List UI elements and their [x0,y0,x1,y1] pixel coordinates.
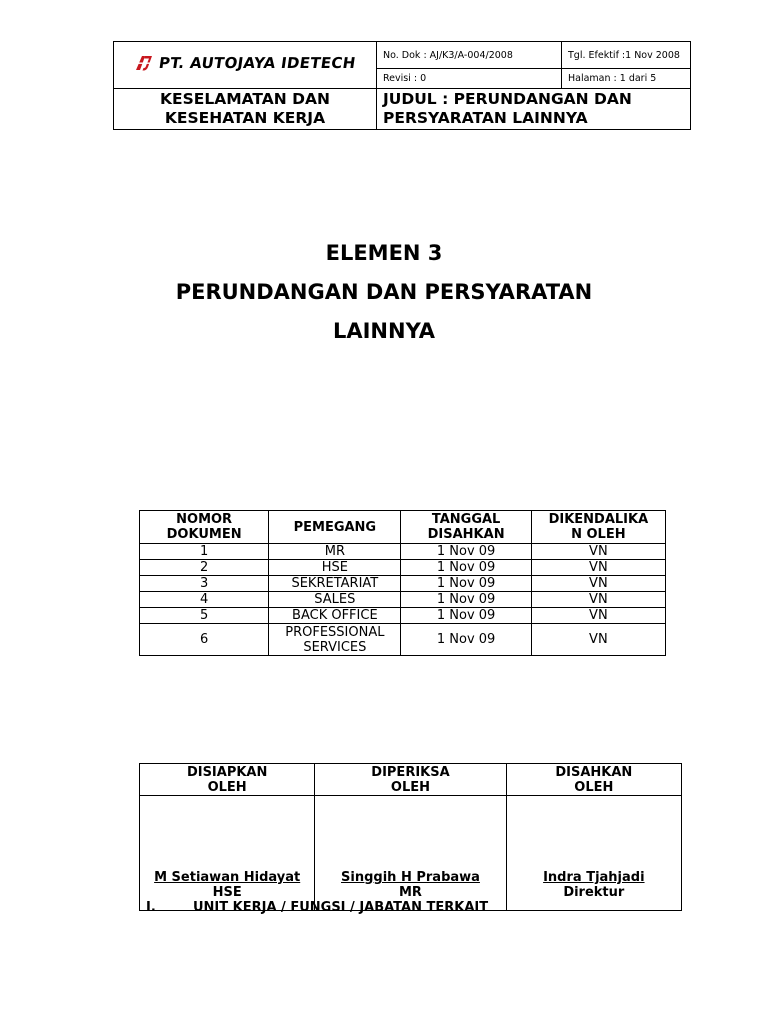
table-row [140,544,666,560]
header-text: DIPERIKSA [371,764,450,780]
cell-controlled-by: VN [531,544,665,560]
section-category-line2: KESEHATAN KERJA [164,109,326,127]
document-subject [377,89,691,130]
column-header-document-number [140,511,269,544]
table-row [140,592,666,608]
header-text: OLEH [207,779,247,795]
page-title-line2: PERUNDANGAN DAN PERSYARATAN [175,280,593,304]
header-text: DISIAPKAN [186,764,268,780]
cell-date: 1 Nov 09 [401,576,531,592]
header-text: OLEH [574,779,614,795]
document-subject-line1: JUDUL : PERUNDANGAN DAN [383,90,632,108]
page-number: Halaman : 1 dari 5 [562,69,691,89]
signature-block-checker [315,796,506,911]
cell-holder: BACK OFFICE [269,608,401,624]
column-header-approval-date [401,511,531,544]
page-title-line3: LAINNYA [332,319,436,343]
table-header-row [140,511,666,544]
distribution-table [139,510,666,656]
column-header-approved-by [506,764,681,796]
section-number: I. [146,900,156,915]
cell-date: 1 Nov 09 [401,592,531,608]
header-text: NOMOR [176,512,233,527]
document-number: No. Dok : AJ/K3/A-004/2008 [377,42,562,69]
header-text: DIKENDALIKA [548,512,649,527]
table-row [140,576,666,592]
signature-row [140,796,682,911]
column-header-checked-by [315,764,506,796]
signatory-role: HSE [212,885,242,900]
header-text: DISAHKAN [555,764,633,780]
cell-date: 1 Nov 09 [401,560,531,576]
cell-date: 1 Nov 09 [401,608,531,624]
company-logo [134,53,356,73]
section-title: UNIT KERJA / FUNGSI / JABATAN TERKAIT [193,900,489,915]
cell-controlled-by: VN [531,592,665,608]
cell-controlled-by: VN [531,560,665,576]
signatory-name: M Setiawan Hidayat [154,870,301,885]
signatory-name: Indra Tjahjadi [543,870,645,885]
document-subject-line2: PERSYARATAN LAINNYA [383,109,588,127]
table-row [140,560,666,576]
cell-number: 2 [140,560,269,576]
section-category-line1: KESELAMATAN DAN [159,90,330,108]
header-text: DISAHKAN [427,527,505,542]
approval-table [139,763,682,911]
cell-number: 4 [140,592,269,608]
cell-date: 1 Nov 09 [401,624,531,656]
signature-block-approver [506,796,681,911]
header-text: TANGGAL [431,512,501,527]
company-name: PT. AUTOJAYA IDETECH [157,54,358,72]
column-header-controlled-by [531,511,665,544]
cell-date: 1 Nov 09 [401,544,531,560]
cell-holder: SEKRETARIAT [269,576,401,592]
revision: Revisi : 0 [377,69,562,89]
table-row [140,624,666,656]
document-header [113,41,691,130]
effective-date: Tgl. Efektif :1 Nov 2008 [562,42,691,69]
cell-number: 1 [140,544,269,560]
page-title-line1: ELEMEN 3 [325,241,443,265]
signature-block-preparer [140,796,315,911]
cell-holder: HSE [269,560,401,576]
column-header-holder: PEMEGANG [269,511,401,544]
holder-text: SERVICES [303,639,367,655]
cell-holder [269,624,401,656]
column-header-prepared-by [140,764,315,796]
table-row [140,608,666,624]
header-text: OLEH [390,779,431,795]
cell-number: 3 [140,576,269,592]
cell-controlled-by: VN [531,576,665,592]
cell-number: 5 [140,608,269,624]
header-text: N OLEH [571,527,626,542]
cell-number: 6 [140,624,269,656]
signatory-name: Singgih H Prabawa [341,870,480,885]
cell-controlled-by: VN [531,624,665,656]
company-logo-cell [114,42,377,89]
header-text: DOKUMEN [166,527,242,542]
aj-logo-icon [134,53,154,73]
approval-header-row [140,764,682,796]
cell-controlled-by: VN [531,608,665,624]
section-heading [146,900,488,915]
signatory-role: MR [399,885,422,900]
signatory-role: Direktur [563,885,625,900]
cell-holder: SALES [269,592,401,608]
holder-text: PROFESSIONAL [285,624,385,640]
section-category [114,89,377,130]
cell-holder: MR [269,544,401,560]
